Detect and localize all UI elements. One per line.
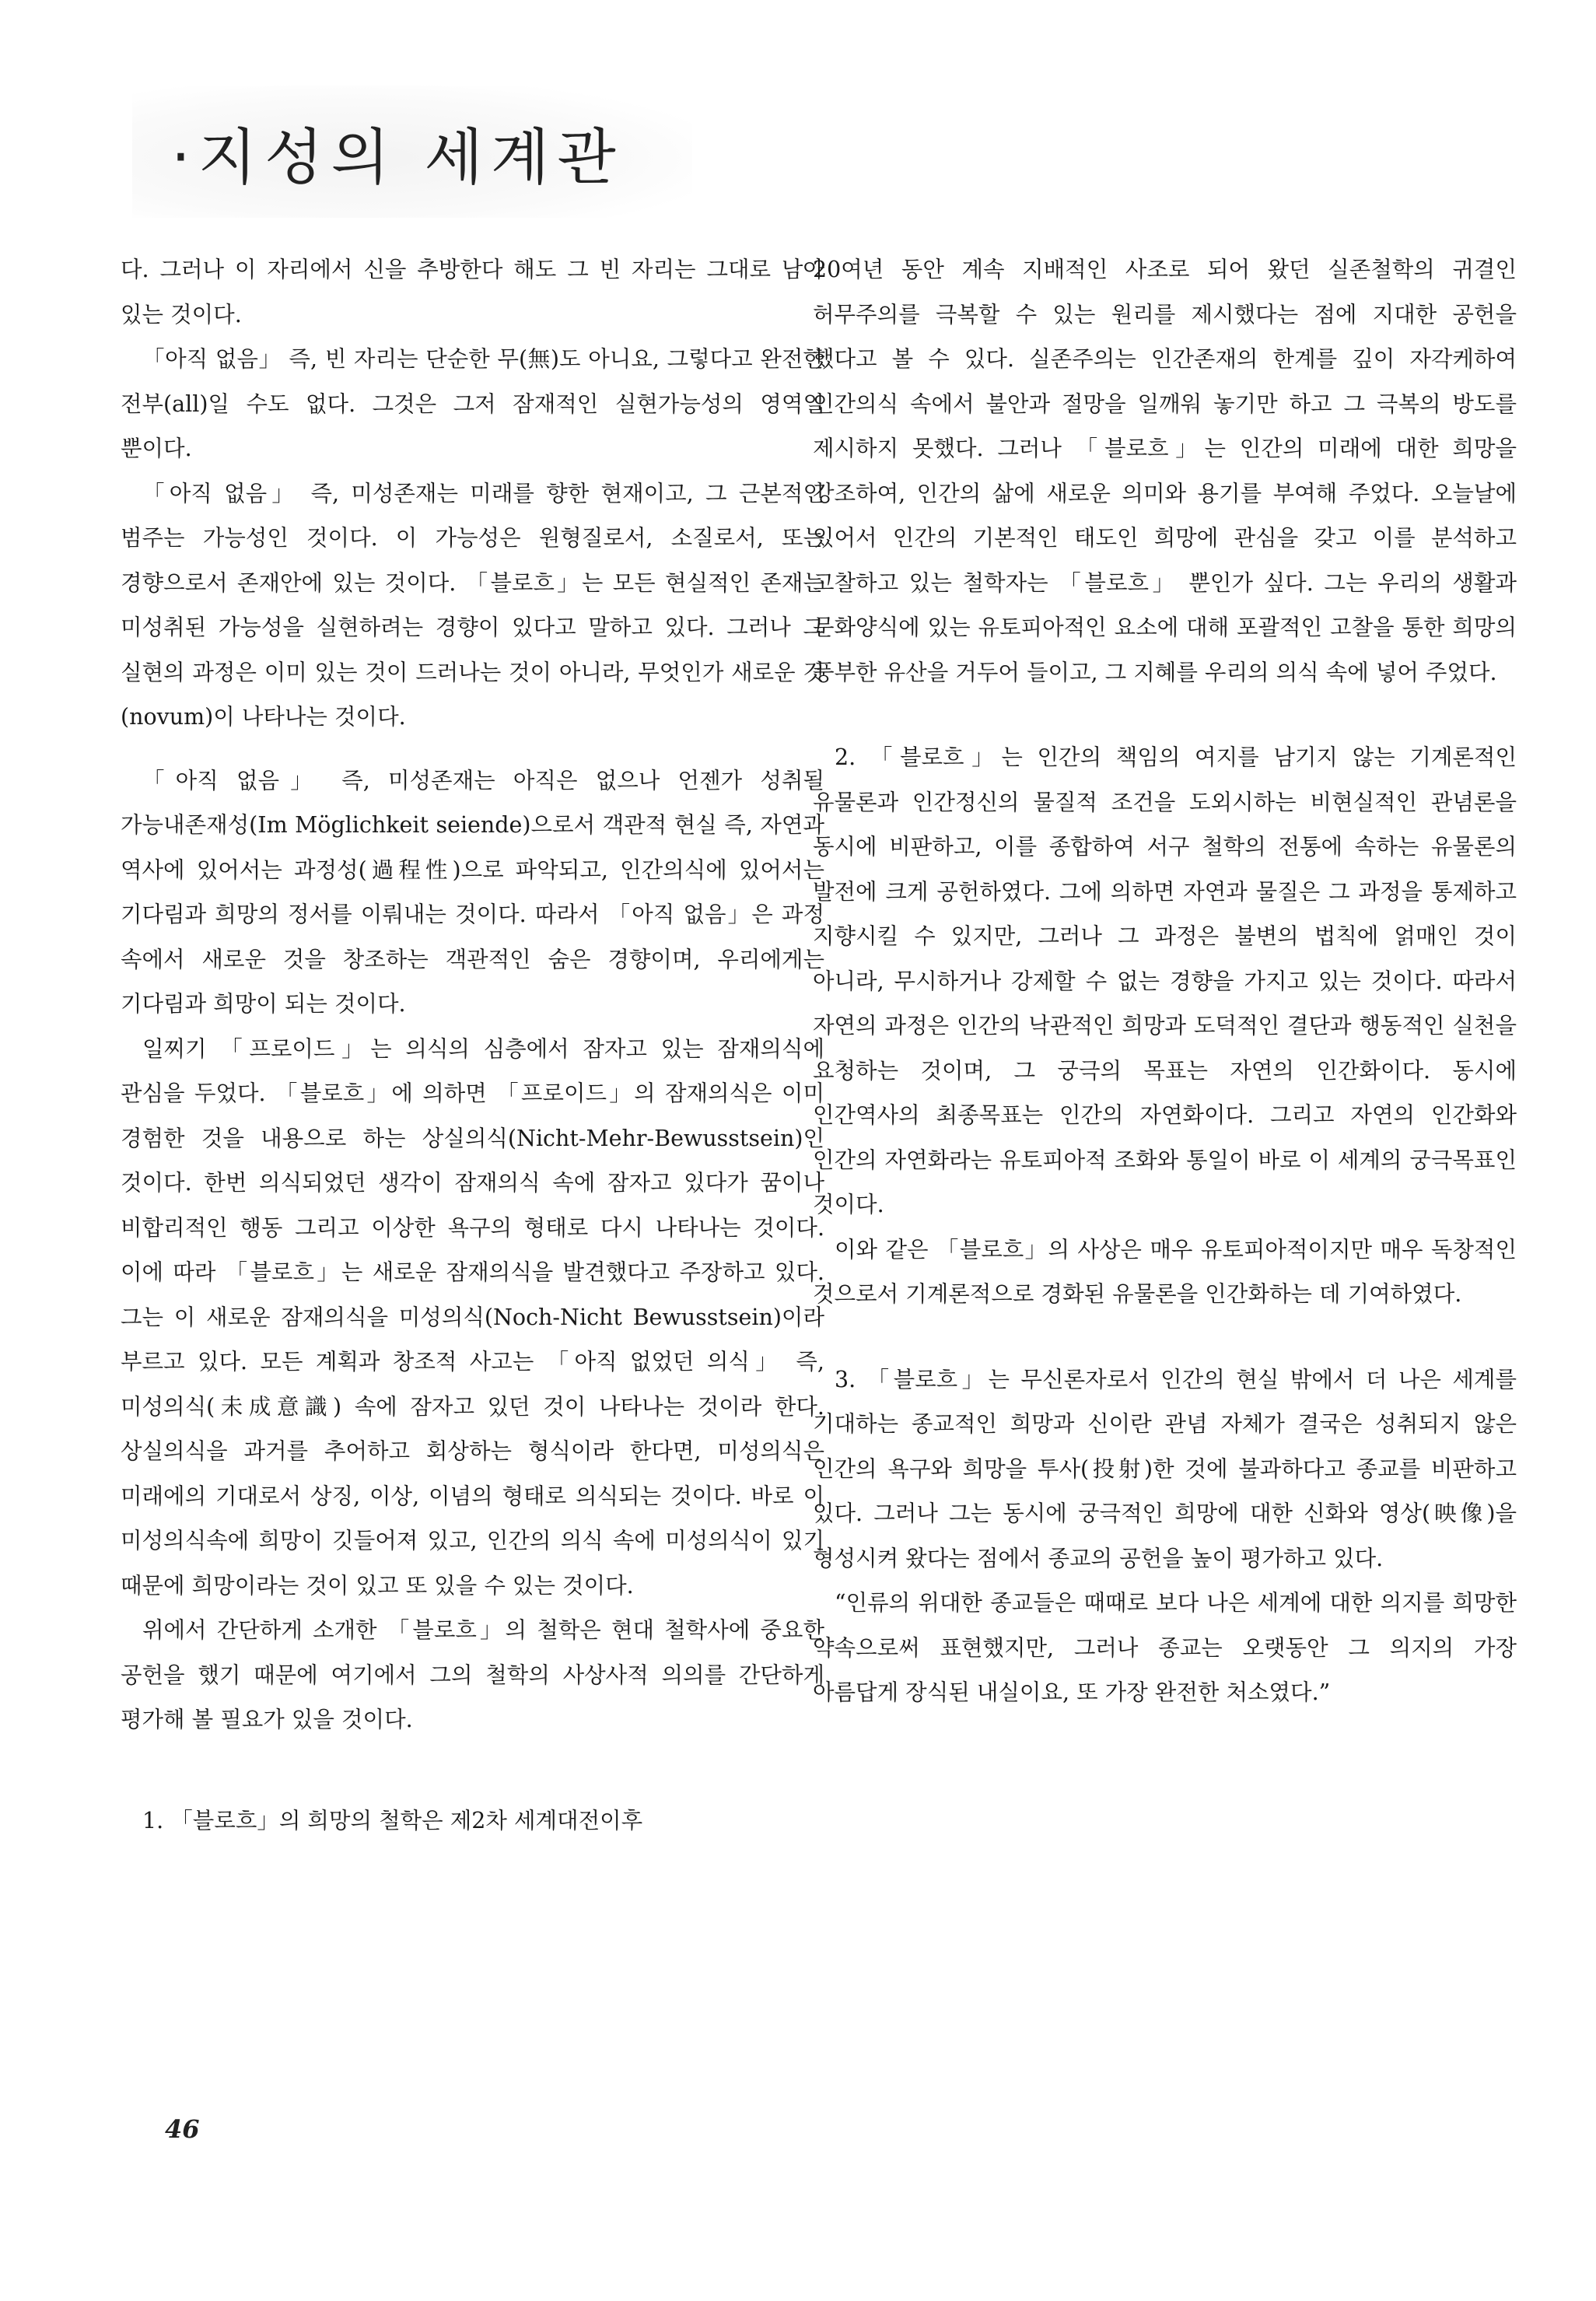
article-title: ·지성의 세계관 (171, 123, 624, 193)
paragraph: 이와 같은 「블로흐」의 사상은 매우 유토피아적이지만 매우 독창적인 것으로서 기계론적으로 경화된 유물론을 인간화하는 데 기여하였다. (813, 1236, 1517, 1307)
left-column (121, 247, 824, 1843)
page-number: 46 (165, 2114, 200, 2144)
paragraph: 2. 「블로흐」는 인간의 책임의 여지를 남기지 않는 기계론적인 유물론과 인간정신의 물질적 조건을 도외시하는 비현실적인 관념론을 동시에 비판하고, 이를 종합하여 서구 철학의 전통에 속하는 유물론의 발전에 크게 공헌하였다. 그에 의하면 자연과 물질은 그 과정을 통제하고 지향시킬 수 있지만, 그러나 그 과정은 불변의 법칙에 얽매인 것이 아니라, 무시하거나 강제할 수 없는 경향을 가지고 있는 것이다. 따라서 자연의 과정은 인간의 낙관적인 희망과 도덕적인 결단과 행동적인 실천을 요청하는 것이며, 그 궁극의 목표는 자연의 인간화이다. 동시에 인간역사의 최종목표는 인간의 자연화이다. 그리고 자연의 인간화와 인간의 자연화라는 유토피아적 조화와 통일이 바로 이 세계의 궁극목표인 것이다. (813, 744, 1517, 1217)
paragraph: 「아직 없음」 즉, 빈 자리는 단순한 무(無)도 아니요, 그렇다고 완전한 전부(all)일 수도 없다. 그것은 그저 잠재적인 실현가능성의 영역일 뿐이다. (121, 346, 824, 461)
paragraph: 위에서 간단하게 소개한 「블로흐」의 철학은 현대 철학사에 중요한 공헌을 했기 때문에 여기에서 그의 철학의 사상사적 의의를 간단하게 평가해 볼 필요가 있을 것이다. (121, 1617, 824, 1732)
paragraph: “인류의 위대한 종교들은 때때로 보다 나은 세계에 대한 의지를 희망한 약속으로써 표현했지만, 그러나 종교는 오랫동안 그 의지의 가장 아름답게 장식된 내실이요, 또 가장 완전한 처소였다.” (813, 1590, 1517, 1705)
article-header (132, 86, 692, 218)
paragraph: 1. 「블로흐」의 희망의 철학은 제2차 세계대전이후 (142, 1807, 643, 1833)
paragraph: 「아직 없음」 즉, 미성존재는 미래를 향한 현재이고, 그 근본적인 범주는 가능성인 것이다. 이 가능성은 원형질로서, 소질로서, 또는 경향으로서 존재안에 있는 것이다. 「블로흐」는 모든 현실적인 존재는 미성취된 가능성을 실현하려는 경향이 있다고 말하고 있다. 그러나 그 실현의 과정은 이미 있는 것이 드러나는 것이 아니라, 무엇인가 새로운 것(novum)이 나타나는 것이다. (121, 480, 824, 730)
paragraph: 다. 그러나 이 자리에서 신을 추방한다 해도 그 빈 자리는 그대로 남아 있는 것이다. (121, 257, 824, 327)
right-column (813, 247, 1517, 1715)
paragraph: 3. 「블로흐」는 무신론자로서 인간의 현실 밖에서 더 나은 세계를 기대하는 종교적인 희망과 신이란 관념 자체가 결국은 성취되지 않은 인간의 욕구와 희망을 투사(投射)한 것에 불과하다고 종교를 비판하고 있다. 그러나 그는 동시에 궁극적인 희망에 대한 신화와 영상(映像)을 형성시켜 왔다는 점에서 종교의 공헌을 높이 평가하고 있다. (813, 1366, 1517, 1571)
paragraph: 일찌기 「프로이드」는 의식의 심층에서 잠자고 있는 잠재의식에 관심을 두었다. 「블로흐」에 의하면 「프로이드」의 잠재의식은 이미 경험한 것을 내용으로 하는 상실의식(Nicht-Mehr-Bewusstsein)인 것이다. 한번 의식되었던 생각이 잠재의식 속에 잠자고 있다가 꿈이나 비합리적인 행동 그리고 이상한 욕구의 형태로 다시 나타나는 것이다. 이에 따라 「블로흐」는 새로운 잠재의식을 발견했다고 주장하고 있다. 그는 이 새로운 잠재의식을 미성의식(Noch-Nicht Bewusstsein)이라 부르고 있다. 모든 계획과 창조적 사고는 「아직 없었던 의식」 즉, 미성의식(未成意識) 속에 잠자고 있던 것이 나타나는 것이라 한다. 상실의식을 과거를 추어하고 회상하는 형식이라 한다면, 미성의식은 미래에의 기대로서 상징, 이상, 이념의 형태로 의식되는 것이다. 바로 이 미성의식속에 희망이 깃들어져 있고, 인간의 의식 속에 미성의식이 있기 때문에 희망이라는 것이 있고 또 있을 수 있는 것이다. (121, 1035, 824, 1599)
paragraph: 20여년 동안 계속 지배적인 사조로 되어 왔던 실존철학의 귀결인 허무주의를 극복할 수 있는 원리를 제시했다는 점에 지대한 공헌을 했다고 볼 수 있다. 실존주의는 인간존재의 한계를 깊이 자각케하여 인간의식 속에서 불안과 절망을 일깨워 놓기만 하고 그 극복의 방도를 제시하지 못했다. 그러나 「블로흐」는 인간의 미래에 대한 희망을 강조하여, 인간의 삶에 새로운 의미와 용기를 부여해 주었다. 오늘날에 있어서 인간의 기본적인 태도인 희망에 관심을 갖고 이를 분석하고 고찰하고 있는 철학자는 「블로흐」 뿐인가 싶다. 그는 우리의 생활과 문화양식에 있는 유토피아적인 요소에 대해 포괄적인 고찰을 통한 희망의 풍부한 유산을 거두어 들이고, 그 지혜를 우리의 의식 속에 넣어 주었다. (813, 257, 1517, 685)
paragraph: 「아직 없음」 즉, 미성존재는 아직은 없으나 언젠가 성취될 가능내존재성(Im Möglichkeit seiende)으로서 객관적 현실 즉, 자연과 역사에 있어서는 과정성(過程性)으로 파악되고, 인간의식에 있어서는 기다림과 희망의 정서를 이뤄내는 것이다. 따라서 「아직 없음」은 과정 속에서 새로운 것을 창조하는 객관적인 숨은 경향이며, 우리에게는 기다림과 희망이 되는 것이다. (121, 767, 824, 1017)
